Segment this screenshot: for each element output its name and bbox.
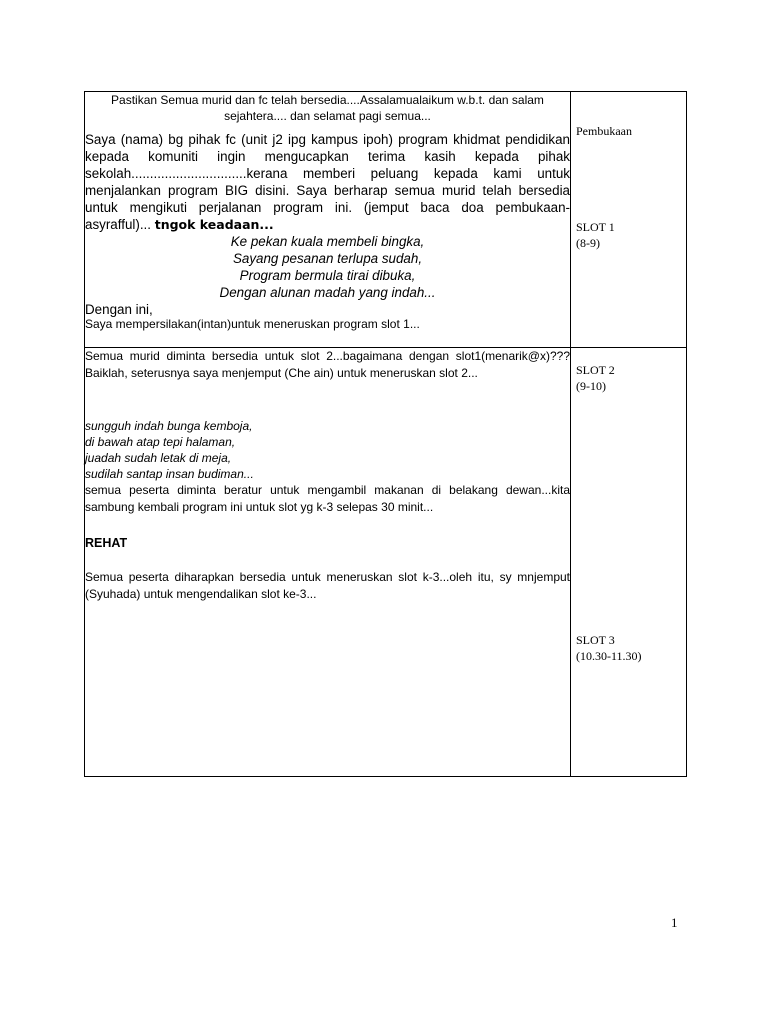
side-slot1: SLOT 1: [576, 220, 615, 234]
opening-paragraph: [85, 131, 570, 233]
slot2-side-cell: [571, 348, 687, 777]
pantun-line: di bawah atap tepi halaman,: [85, 435, 236, 449]
table-row-slot2: [85, 348, 687, 777]
side-time3: (10.30-11.30): [576, 649, 642, 663]
rehat-heading: REHAT: [85, 536, 128, 550]
slot2-pantun: [85, 418, 570, 482]
side-slot3: SLOT 3: [576, 633, 615, 647]
pantun-line: Program bermula tirai dibuka,: [239, 268, 416, 283]
side-label-pembukaan: Pembukaan: [576, 124, 632, 138]
opening-paragraph-text: Saya (nama) bg pihak fc (unit j2 ipg kampus ipoh) program khidmat pendidikan kepada komuniti ingin mengucapkan terima kasih kepada pihak sekolah...............................kerana memberi peluang kepada kami untuk menjalankan program BIG disini. Saya berharap semua murid telah bersedia untuk mengikuti perjalanan program ini. (jemput baca doa pembukaan-asyrafful)...: [85, 132, 570, 232]
slot2-script-cell: [85, 348, 571, 777]
pantun-line: Ke pekan kuala membeli bingka,: [230, 234, 425, 249]
opening-side-cell: [571, 92, 687, 348]
opening-paragraph-bold: tngok keadaan...: [154, 217, 274, 232]
slot2-intro: Semua murid diminta bersedia untuk slot 2...bagaimana dengan slot1(menarik@x)??? Baiklah, seterusnya saya menjemput (Che ain) untuk meneruskan slot 2...: [85, 349, 570, 380]
opening-pantun: [85, 233, 570, 301]
opening-invite-slot1: Saya mempersilakan(intan)untuk meneruskan program slot 1...: [85, 317, 420, 331]
side-time2: (9-10): [576, 379, 606, 393]
pantun-line: Dengan alunan madah yang indah...: [219, 285, 436, 300]
opening-closing: Dengan ini,: [85, 302, 153, 317]
program-script-table: [84, 91, 687, 777]
pantun-line: sungguh indah bunga kemboja,: [85, 419, 253, 433]
table-row-opening: [85, 92, 687, 348]
slot3-intro: Semua peserta diharapkan bersedia untuk meneruskan slot k-3...oleh itu, sy mnjemput (Syuhada) untuk mengendalikan slot ke-3...: [85, 570, 570, 601]
opening-greeting: Pastikan Semua murid dan fc telah bersedia....Assalamualaikum w.b.t. dan salam sejahtera.... dan selamat pagi semua...: [111, 93, 544, 123]
page-number: 1: [671, 915, 678, 930]
pantun-line: Sayang pesanan terlupa sudah,: [232, 251, 423, 266]
side-time1: (8-9): [576, 236, 600, 250]
side-slot2: SLOT 2: [576, 363, 615, 377]
slot2-after-pantun: semua peserta diminta beratur untuk mengambil makanan di belakang dewan...kita sambung kembali program ini untuk slot yg k-3 selepas 30 minit...: [85, 483, 570, 514]
pantun-line: juadah sudah letak di meja,: [85, 451, 232, 465]
pantun-line: sudilah santap insan budiman...: [85, 467, 254, 481]
opening-script-cell: [85, 92, 571, 348]
